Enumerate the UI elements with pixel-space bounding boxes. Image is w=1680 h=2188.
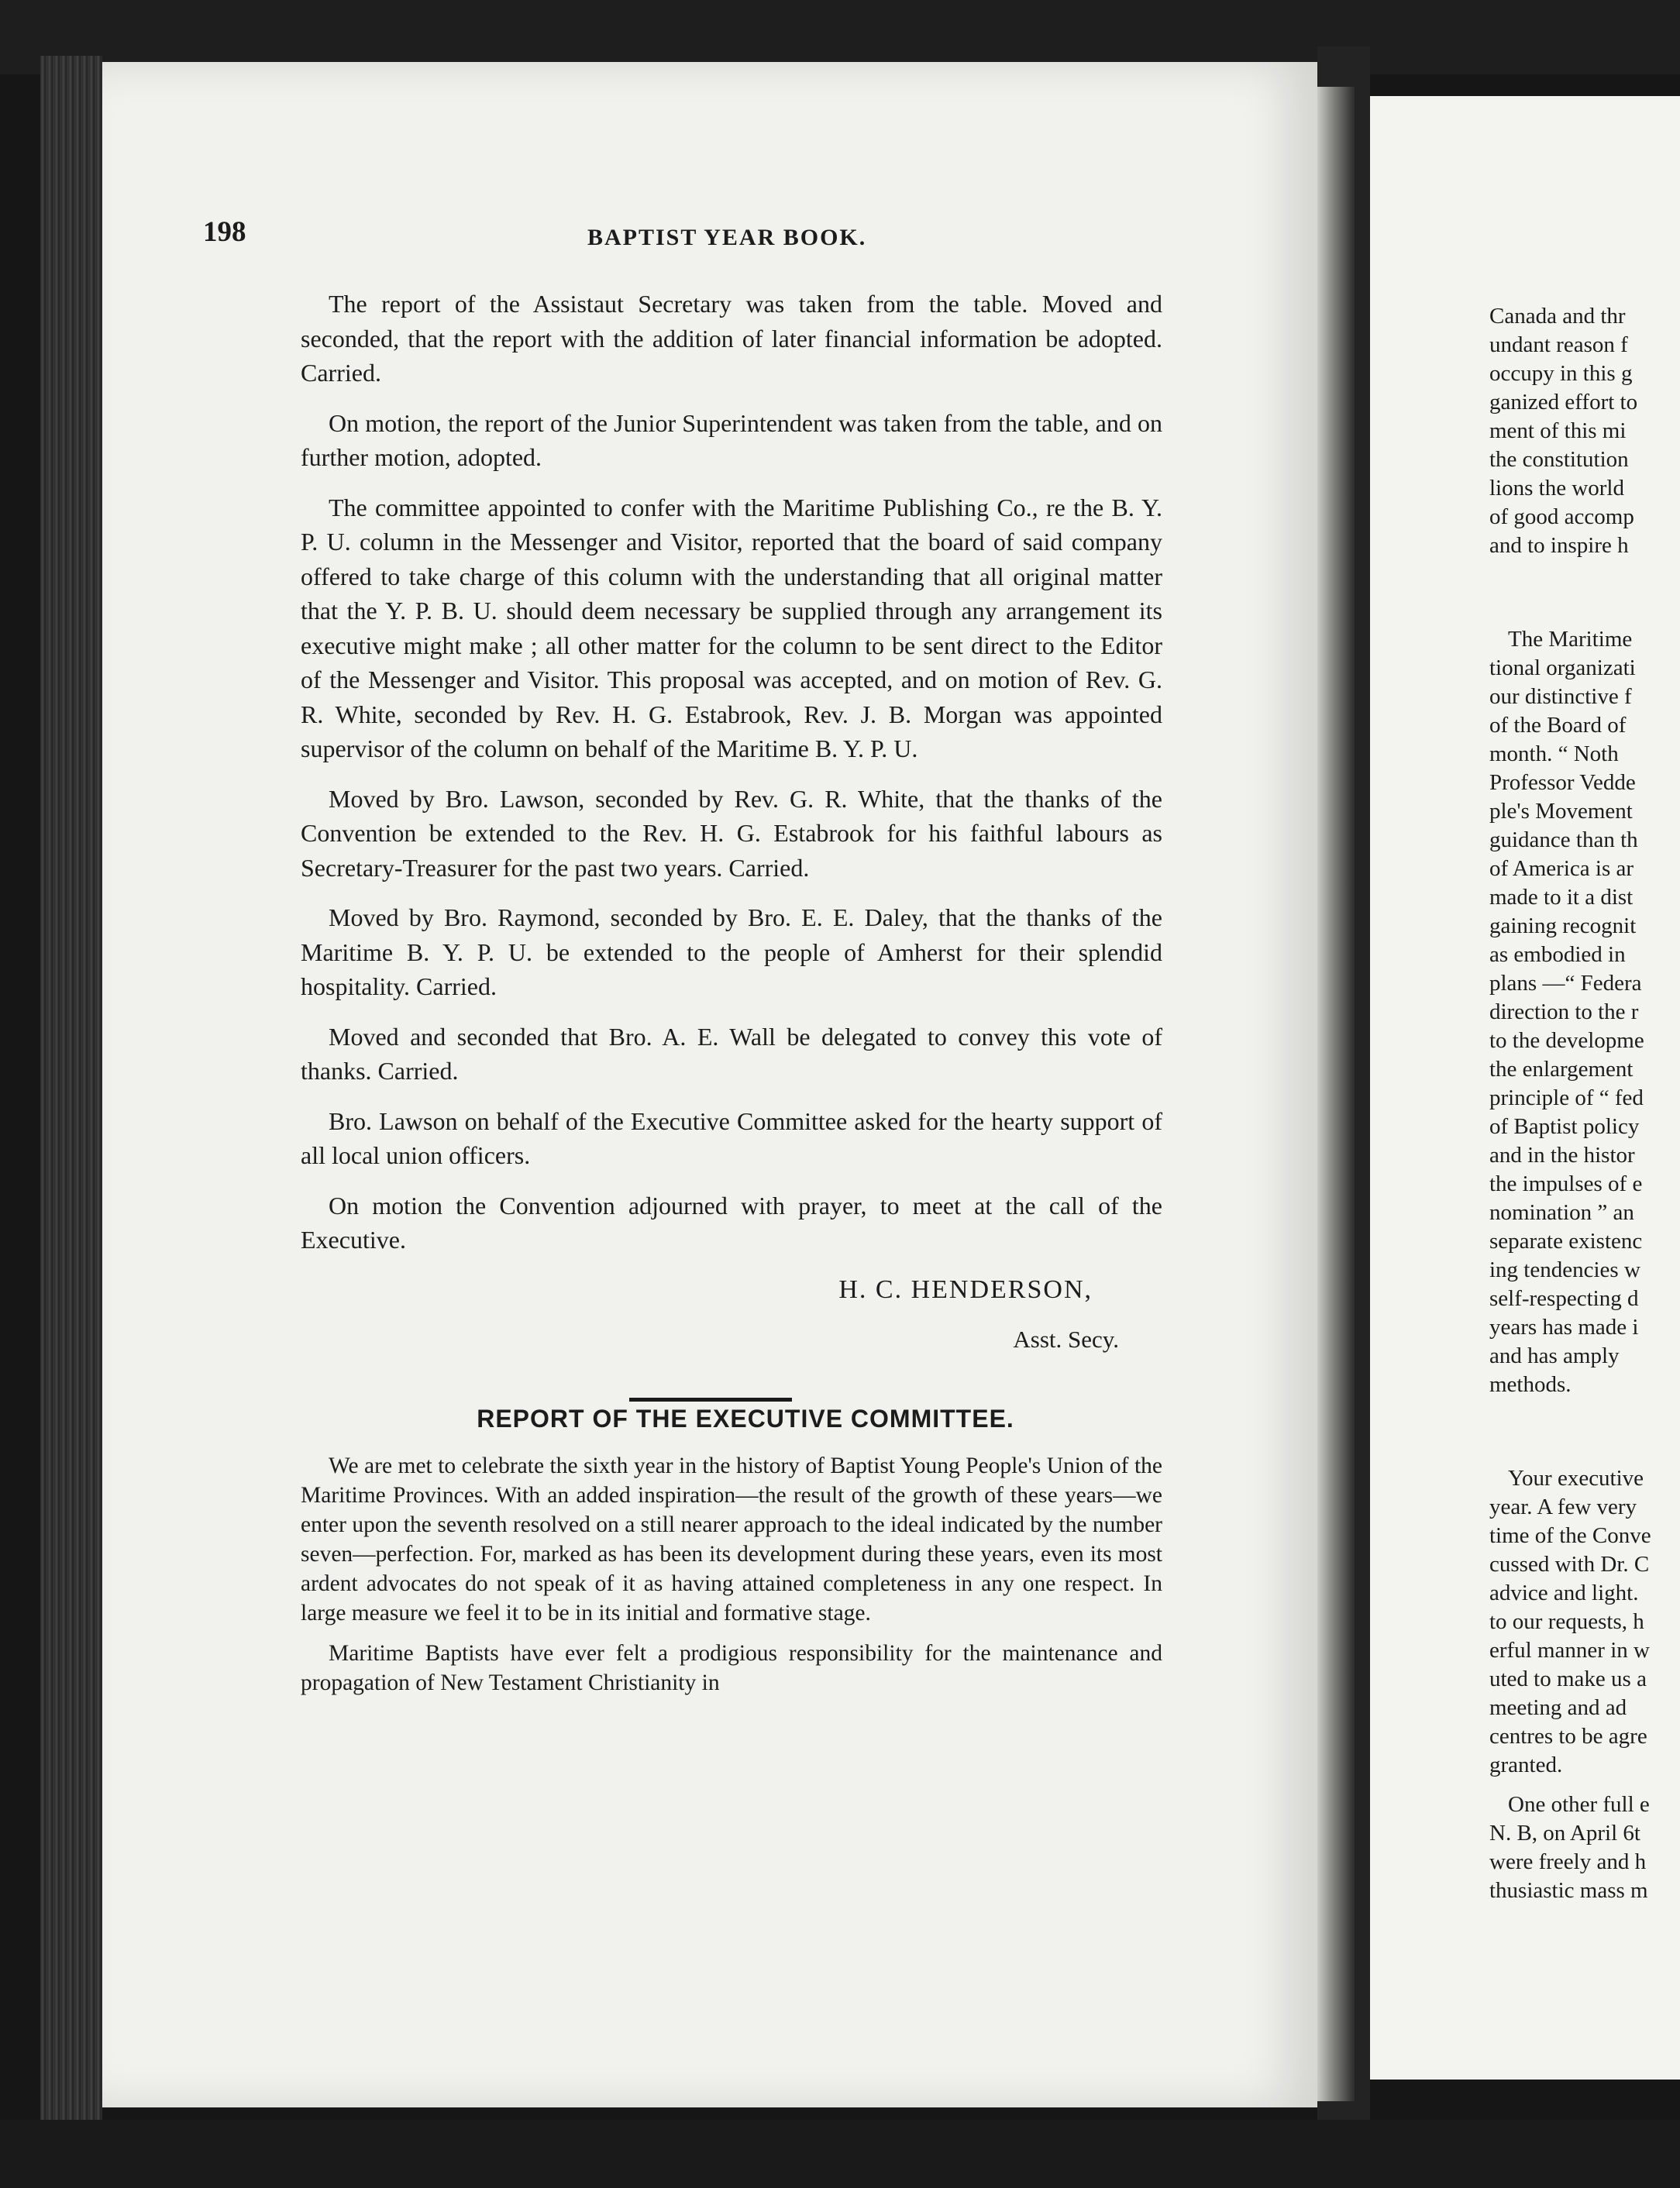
right-line: tional organizati	[1489, 655, 1636, 680]
report-paragraph-maritime-baptists: Maritime Baptists have ever felt a prodigious responsibility for the maintenance and propagation of New Testament Christianity in	[301, 1641, 1162, 1695]
page-number: 198	[203, 216, 246, 248]
right-line: ganized effort to	[1489, 390, 1638, 415]
paragraph-messenger-visitor-column: The committee appointed to confer with the Maritime Publishing Co., re the B. Y. P. U. column in the Messenger and Visitor, reported that the board of said company offered to take charge of this column with the understanding that all original matter that the Y. P. B. U. should deem necessary be supplied through any arrangement its executive might make ; all other matter for the column to be sent direct to the Editor of the Messenger and Visitor. This proposal was accepted, and on motion of Rev. G. R. White, seconded by Rev. H. G. Estabrook, Rev. J. B. Morgan was appointed supervisor of the column on behalf of the Maritime B. Y. P. U.	[301, 493, 1162, 762]
left-page-body	[301, 287, 1162, 1708]
right-line: One other full e	[1508, 1792, 1650, 1817]
right-line: of good accomp	[1489, 504, 1634, 529]
paragraph-thanks-amherst: Moved by Bro. Raymond, seconded by Bro. E. E. Daley, that the thanks of the Maritime B. Y. P. U. be extended to the people of Amherst for their splendid hospitality. Carried.	[301, 903, 1162, 1000]
right-line: guidance than th	[1489, 827, 1638, 852]
right-line: Your executive	[1508, 1466, 1644, 1491]
right-line: and in the histor	[1489, 1143, 1635, 1168]
right-block-4	[1489, 1791, 1680, 1905]
right-line: the enlargement	[1489, 1057, 1634, 1082]
paragraph-adjournment: On motion the Convention adjourned with prayer, to meet at the call of the Executive.	[301, 1191, 1162, 1254]
right-line: and has amply	[1489, 1343, 1620, 1368]
right-block-gap	[1489, 560, 1680, 625]
right-line: ple's Movement	[1489, 799, 1633, 824]
right-line: the constitution	[1489, 447, 1629, 472]
signature-name: H. C. HENDERSON,	[838, 1275, 1093, 1304]
right-line: nomination ” an	[1489, 1200, 1634, 1225]
right-line: plans —“ Federa	[1489, 971, 1642, 996]
signature-title: Asst. Secy.	[1013, 1326, 1119, 1353]
right-line: uted to make us a	[1489, 1667, 1647, 1691]
report-body	[301, 1451, 1162, 1698]
right-line: Canada and thr	[1489, 304, 1626, 329]
book-page-edges	[40, 56, 102, 2120]
right-line: advice and light.	[1489, 1581, 1639, 1605]
right-block-1	[1489, 302, 1680, 560]
right-line: of Baptist policy	[1489, 1114, 1640, 1139]
right-line: year. A few very	[1489, 1495, 1637, 1519]
scan-background-bottom	[0, 2120, 1680, 2188]
right-line: direction to the r	[1489, 999, 1639, 1024]
paragraph-thanks-estabrook: Moved by Bro. Lawson, seconded by Rev. G. R. White, that the thanks of the Convention be extended to the Rev. H. G. Estabrook for his faithful labours as Secretary-Treasurer for the past two years. Carried.	[301, 784, 1162, 882]
right-line: to the developme	[1489, 1028, 1644, 1053]
right-line: time of the Conve	[1489, 1523, 1651, 1548]
right-line: undant reason f	[1489, 332, 1628, 357]
paragraph-assistant-secretary-report: The report of the Assistaut Secretary was taken from the table. Moved and seconded, that the report with the addition of later financial information be adopted. Carried.	[301, 290, 1162, 387]
right-line: meeting and ad	[1489, 1695, 1627, 1720]
right-line: of America is ar	[1489, 856, 1634, 881]
right-line: occupy in this g	[1489, 361, 1633, 386]
right-line: our distinctive f	[1489, 684, 1632, 709]
right-line: ing tendencies w	[1489, 1257, 1640, 1282]
running-head: BAPTIST YEAR BOOK.	[587, 225, 867, 250]
right-line: and to inspire h	[1489, 533, 1629, 558]
right-line: as embodied in	[1489, 942, 1626, 967]
right-line: month. “ Noth	[1489, 741, 1619, 766]
right-line: methods.	[1489, 1372, 1572, 1397]
right-line: erful manner in w	[1489, 1638, 1650, 1663]
right-line: N. B, on April 6t	[1489, 1821, 1640, 1846]
right-line: lions the world	[1489, 476, 1624, 501]
right-line: Professor Vedde	[1489, 770, 1636, 795]
right-line: cussed with Dr. C	[1489, 1552, 1650, 1577]
report-heading: REPORT OF THE EXECUTIVE COMMITTEE.	[477, 1404, 1014, 1433]
paragraph-junior-superintendent-report: On motion, the report of the Junior Superintendent was taken from the table, and on further motion, adopted.	[301, 408, 1162, 471]
page-gutter-shadow	[1317, 87, 1355, 2101]
right-block-2	[1489, 625, 1680, 1399]
right-line: of the Board of	[1489, 713, 1627, 738]
right-line: thusiastic mass m	[1489, 1878, 1648, 1903]
right-line: separate existenc	[1489, 1229, 1643, 1254]
right-line: to our requests, h	[1489, 1609, 1644, 1634]
right-line: years has made i	[1489, 1315, 1639, 1340]
right-line: were freely and h	[1489, 1849, 1647, 1874]
right-line: The Maritime	[1508, 627, 1633, 652]
right-line: gaining recognit	[1489, 913, 1637, 938]
right-line: the impulses of e	[1489, 1171, 1643, 1196]
right-line: principle of “ fed	[1489, 1085, 1644, 1110]
report-paragraph-sixth-year: We are met to celebrate the sixth year in the history of Baptist Young People's Union of the Maritime Provinces. With an added inspiration—the result of the growth of these years—we enter upon the seventh resolved on a still nearer approach to the ideal indicated by the number seven—perfection. For, marked as has been its development during these years, even its most ardent advocates do not speak of it as having attained completeness in any one respect. In large measure we feel it to be in its initial and formative stage.	[301, 1454, 1162, 1626]
paragraph-wall-delegate: Moved and seconded that Bro. A. E. Wall be delegated to convey this vote of thanks. Carried.	[301, 1022, 1162, 1085]
right-line: granted.	[1489, 1753, 1563, 1777]
paragraph-lawson-support: Bro. Lawson on behalf of the Executive Committee asked for the hearty support of all local union officers.	[301, 1106, 1162, 1169]
right-block-gap	[1489, 1399, 1680, 1464]
right-page-body	[1489, 302, 1680, 1905]
right-block-3	[1489, 1464, 1680, 1780]
right-line: centres to be agre	[1489, 1724, 1647, 1749]
right-line: made to it a dist	[1489, 885, 1634, 910]
right-line: ment of this mi	[1489, 418, 1627, 443]
right-line: self-respecting d	[1489, 1286, 1639, 1311]
